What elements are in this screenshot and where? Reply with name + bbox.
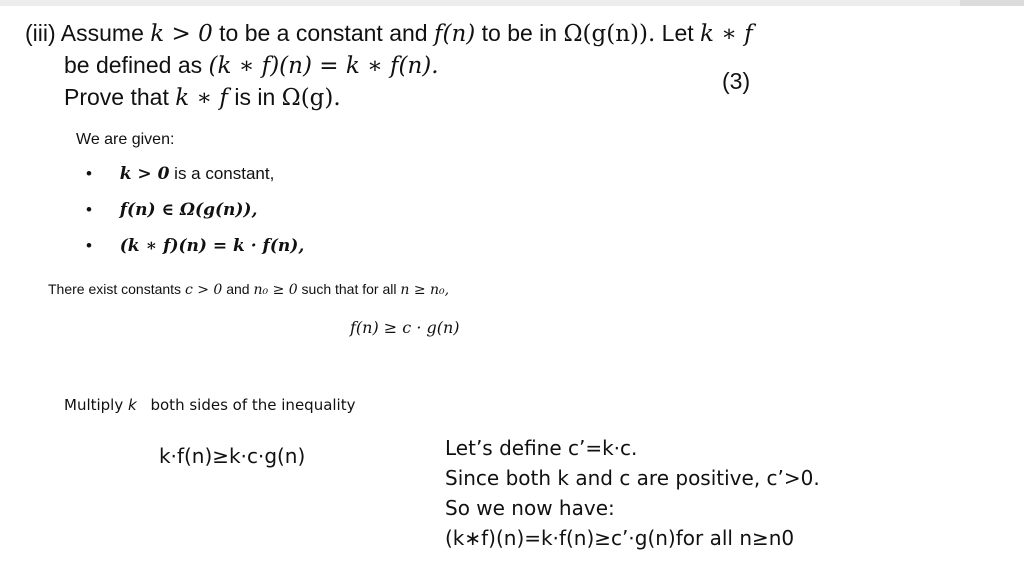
math-n0: n₀ ≥ 0 xyxy=(253,282,298,298)
problem-line-2 xyxy=(25,50,785,82)
definition-line: Let’s define c’=k⋅c. xyxy=(445,436,638,460)
multiplied-inequality: k⋅f(n)≥k⋅c⋅g(n) xyxy=(159,444,306,468)
problem-statement xyxy=(25,18,785,114)
slide-top-bar xyxy=(0,0,1024,6)
definition-line: So we now have: xyxy=(445,496,615,520)
existence-text: There exist constants xyxy=(48,281,182,297)
math-k-positive: k > 0 xyxy=(150,21,213,47)
list-item xyxy=(86,200,304,236)
math-k-star-f: k ∗ f xyxy=(175,85,228,111)
math-k: k xyxy=(128,396,137,414)
list-item xyxy=(86,236,304,272)
problem-label: (iii) xyxy=(25,20,56,46)
existence-statement xyxy=(48,281,449,298)
math-f-n: f(n) xyxy=(433,21,476,47)
math-definition: (k ∗ f)(n) = k ∗ f(n). xyxy=(208,53,439,79)
problem-text: be defined as xyxy=(64,52,203,78)
problem-text: Assume xyxy=(60,20,144,46)
problem-text: Prove that xyxy=(64,84,169,110)
existence-text: such that for all xyxy=(301,281,397,297)
math-c-positive: c > 0 xyxy=(184,282,223,298)
bullet-icon: • xyxy=(86,164,92,183)
math-omega-g: Ω(g). xyxy=(281,85,341,111)
problem-text: Let xyxy=(661,20,694,46)
math-k-star-f: k ∗ f xyxy=(700,21,753,47)
existence-text: and xyxy=(226,281,250,297)
given-list xyxy=(86,164,304,272)
given-heading: We are given: xyxy=(76,131,175,148)
definition-line: (k∗f)(n)=k⋅f(n)≥c’⋅g(n)for all n≥n0 xyxy=(445,526,795,550)
definition-line: Since both k and c are positive, c’>0. xyxy=(445,466,820,490)
given-math: (k ∗ f)(n) = k · f(n), xyxy=(119,236,305,256)
given-math: k > 0 xyxy=(119,164,170,184)
multiply-instruction xyxy=(64,396,355,414)
problem-text: to be in xyxy=(481,20,558,46)
bullet-icon: • xyxy=(86,200,92,219)
math-n-ge-n0: n ≥ n₀, xyxy=(400,282,450,298)
math-omega-g-n: Ω(g(n)). xyxy=(563,21,656,47)
problem-line-1 xyxy=(25,18,785,50)
given-text: is a constant, xyxy=(174,164,275,183)
omega-inequality: f(n) ≥ c · g(n) xyxy=(350,318,460,337)
bullet-icon: • xyxy=(86,236,92,255)
multiply-text: both sides of the inequality xyxy=(150,396,356,414)
multiply-text: Multiply xyxy=(64,396,124,414)
problem-text: to be a constant and xyxy=(219,20,428,46)
list-item xyxy=(86,164,304,200)
problem-line-3 xyxy=(25,82,785,114)
points-label: (3) xyxy=(722,68,751,94)
definition-block xyxy=(445,433,820,553)
given-math: f(n) ∈ Ω(g(n)), xyxy=(119,200,258,220)
problem-text: is in xyxy=(234,84,276,110)
slide-tab-marker xyxy=(960,0,1024,6)
